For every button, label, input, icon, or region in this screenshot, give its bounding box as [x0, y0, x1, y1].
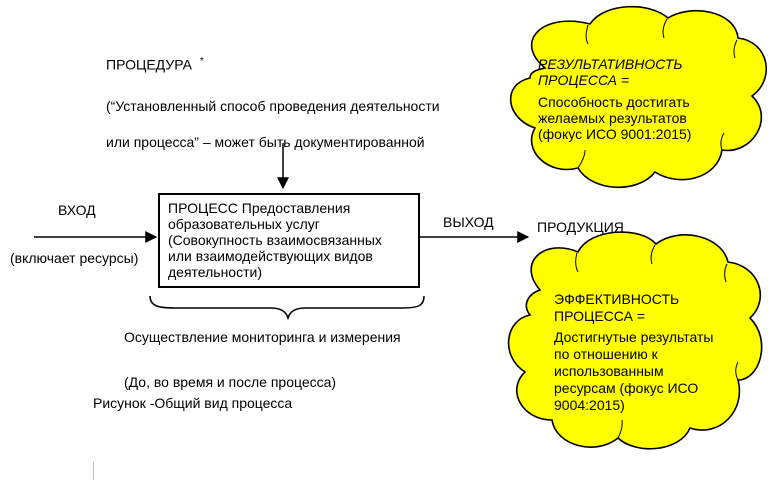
efficiency-line: по отношению к	[554, 346, 658, 362]
procedure-definition-line2: или процесса” – может быть документированной	[106, 134, 425, 150]
input-note: (включает ресурсы)	[10, 250, 139, 266]
process-box-line: (Совокупность взаимосвязанных	[168, 232, 382, 248]
effectiveness-line: Способность достигать	[538, 94, 690, 110]
process-box-line: деятельности)	[168, 264, 262, 280]
efficiency-line: Достигнутые результаты	[554, 329, 714, 345]
procedure-definition-line1: (“Установленный способ проведения деятельности	[106, 98, 440, 114]
efficiency-title: ЭФФЕКТИВНОСТЬ	[554, 291, 680, 307]
monitoring-brace	[150, 296, 424, 318]
effectiveness-line: (фокус ИСО 9001:2015)	[538, 126, 692, 142]
efficiency-line: 9004:2015)	[554, 397, 625, 413]
text-cursor-mark	[93, 462, 94, 480]
monitoring-timing: (До, во время и после процесса)	[124, 374, 337, 390]
process-box-line: или взаимодействующих видов	[168, 248, 373, 264]
procedure-title-text: ПРОЦЕДУРА	[106, 56, 192, 73]
output-label: ВЫХОД	[443, 214, 494, 230]
effectiveness-title: РЕЗУЛЬТАТИВНОСТЬ	[538, 56, 683, 72]
monitoring-label: Осуществление мониторинга и измерения	[124, 329, 401, 345]
efficiency-line: использованным	[554, 363, 664, 379]
process-box	[158, 193, 420, 288]
process-box-line: образовательных услуг	[168, 216, 320, 232]
output-product: ПРОДУКЦИЯ	[537, 219, 624, 235]
procedure-title	[106, 53, 204, 74]
footnote-mark: *	[199, 56, 204, 67]
efficiency-line: ресурсам (фокус ИСО	[554, 380, 699, 396]
input-label: ВХОД	[58, 202, 96, 218]
effectiveness-subtitle: ПРОЦЕССА =	[538, 72, 630, 88]
effectiveness-line: желаемых результатов	[538, 110, 687, 126]
figure-caption: Рисунок -Общий вид процесса	[93, 395, 293, 411]
efficiency-subtitle: ПРОЦЕССА =	[554, 308, 645, 324]
process-box-line: ПРОЦЕСС Предоставления	[168, 200, 351, 216]
